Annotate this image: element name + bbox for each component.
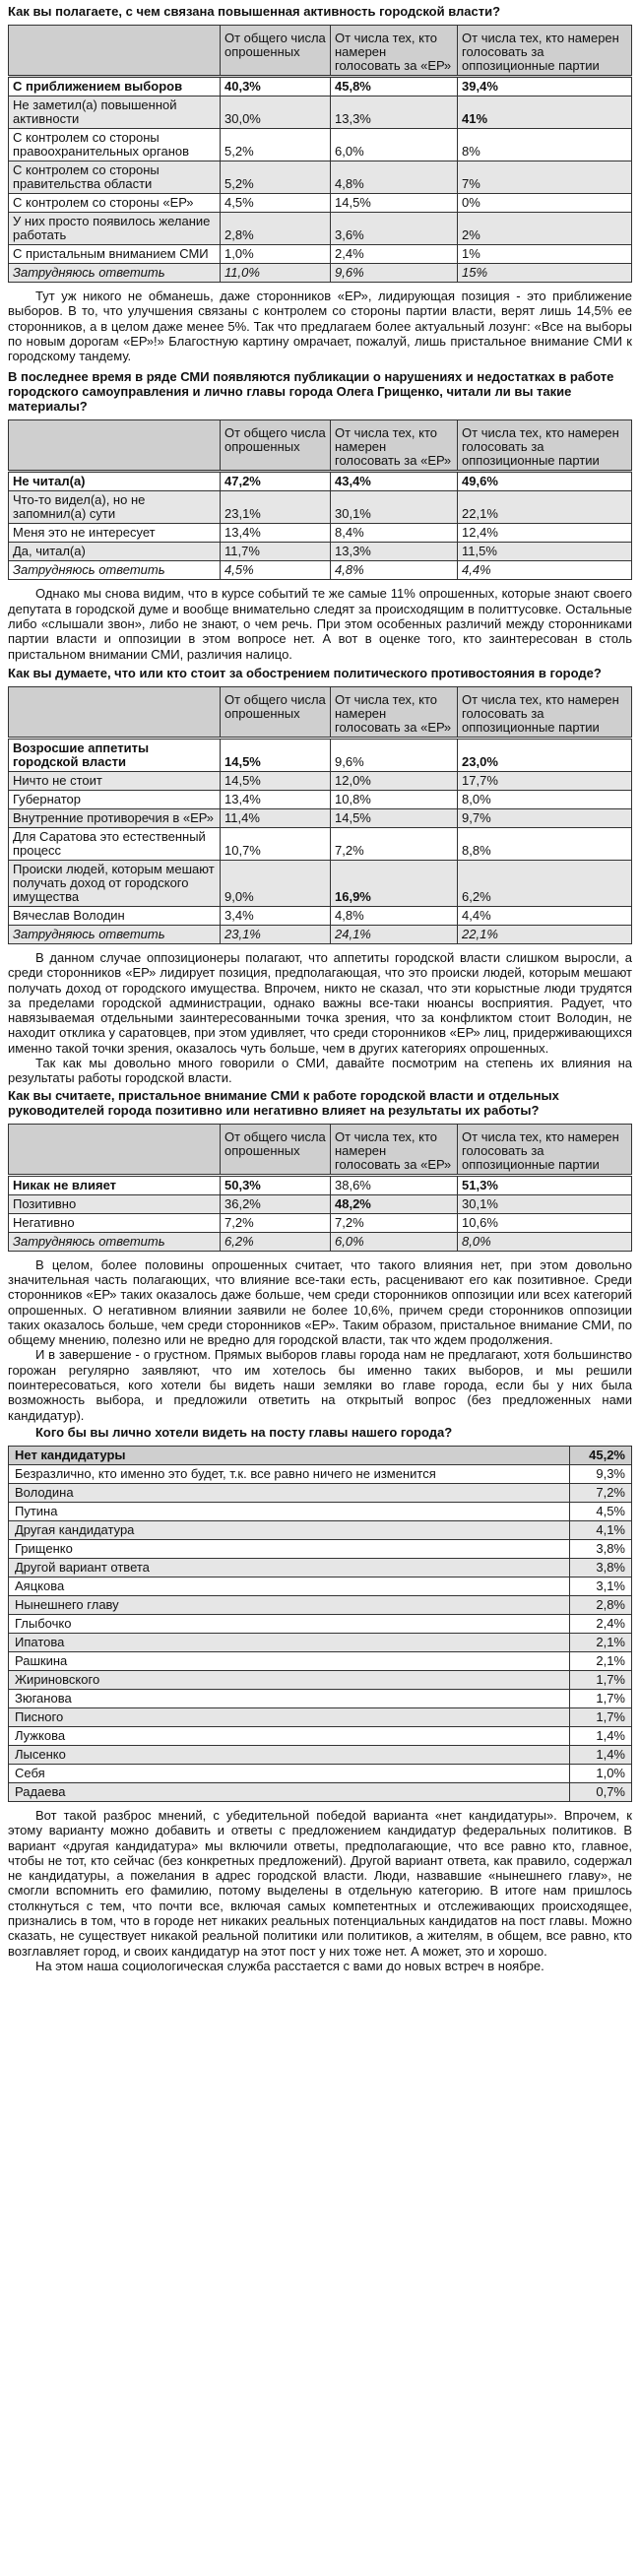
cell-value: 3,6% — [331, 213, 458, 245]
table-q3 — [8, 686, 632, 944]
question-3: Как вы думаете, что или кто стоит за обострением политического противостояния в городе? — [8, 665, 602, 680]
row-label: Никак не влияет — [9, 1175, 221, 1194]
row-label: Затрудняюсь ответить — [9, 561, 221, 580]
row-label: Путина — [9, 1502, 570, 1520]
row-label: Происки людей, которым мешают получать доход от городского имущества — [9, 860, 221, 906]
table-row — [9, 77, 632, 97]
cell-value: 41% — [458, 97, 632, 129]
table-row — [9, 1782, 632, 1801]
row-label: Не читал(а) — [9, 472, 221, 491]
table-row — [9, 1232, 632, 1251]
header-cell: От общего числа опрошенных — [221, 26, 331, 77]
table-row — [9, 472, 632, 491]
table-row — [9, 1707, 632, 1726]
cell-value: 4,1% — [570, 1520, 632, 1539]
row-label: С контролем со стороны правоохранительных органов — [9, 129, 221, 161]
table-row — [9, 1726, 632, 1745]
table-row — [9, 1764, 632, 1782]
row-label: Писного — [9, 1707, 570, 1726]
table-row — [9, 1595, 632, 1614]
header-cell: От общего числа опрошенных — [221, 420, 331, 472]
question-5: Кого бы вы лично хотели видеть на посту главы нашего города? — [35, 1424, 453, 1440]
table-row — [9, 1577, 632, 1595]
question-1: Как вы полагаете, с чем связана повышенная активность городской власти? — [8, 4, 501, 19]
table-row — [9, 264, 632, 283]
row-label: Другой вариант ответа — [9, 1558, 570, 1577]
cell-value: 11,5% — [458, 543, 632, 561]
paragraph: Тут уж никого не обманешь, даже сторонников «ЕР», лидирующая позиция - это приближение выборов. В то, что улучшения связаны с контролем со стороны партии власти, верят лишь 14,5% ее сторонников, а в целом даже менее 5%. Так что предлагаем более актуальный лозунг: «Все на выборы по новым дорогам «ЕР»!» Благостную картину омрачает, пожалуй, лишь пристальное внимание СМИ к городскому тандему. — [8, 289, 632, 364]
header-cell: От числа тех, кто намерен голосовать за «ЕР» — [331, 26, 458, 77]
header-cell: От числа тех, кто намерен голосовать за оппозиционные партии — [458, 686, 632, 738]
cell-value: 45,8% — [331, 77, 458, 97]
table-row — [9, 808, 632, 827]
paragraph: Так как мы довольно много говорили о СМИ, давайте посмотрим на степень их влияния на результаты работы городской власти. — [8, 1056, 632, 1086]
table-header — [9, 1124, 632, 1175]
header-cell: От числа тех, кто намерен голосовать за оппозиционные партии — [458, 26, 632, 77]
row-label: Глыбочко — [9, 1614, 570, 1633]
cell-value: 24,1% — [331, 925, 458, 943]
row-label: Позитивно — [9, 1194, 221, 1213]
cell-value: 4,8% — [331, 161, 458, 194]
table-row — [9, 491, 632, 524]
row-label: Затрудняюсь ответить — [9, 925, 221, 943]
cell-value: 10,6% — [458, 1213, 632, 1232]
cell-value: 5,2% — [221, 161, 331, 194]
table-q1 — [8, 25, 632, 283]
table-row — [9, 827, 632, 860]
cell-value: 7,2% — [331, 1213, 458, 1232]
header-cell: От числа тех, кто намерен голосовать за «ЕР» — [331, 420, 458, 472]
cell-value: 4,5% — [221, 194, 331, 213]
cell-value: 4,4% — [458, 561, 632, 580]
cell-value: 3,8% — [570, 1558, 632, 1577]
cell-value: 8,0% — [458, 1232, 632, 1251]
table-row — [9, 194, 632, 213]
table-row — [9, 1670, 632, 1689]
header-cell: От числа тех, кто намерен голосовать за «ЕР» — [331, 1124, 458, 1175]
cell-value: 11,0% — [221, 264, 331, 283]
row-label: Нет кандидатуры — [9, 1446, 570, 1464]
table-row — [9, 1689, 632, 1707]
cell-value: 8% — [458, 129, 632, 161]
table-row — [9, 213, 632, 245]
row-label: С контролем со стороны правительства области — [9, 161, 221, 194]
table-row — [9, 738, 632, 771]
row-label: Ипатова — [9, 1633, 570, 1651]
cell-value: 9,3% — [570, 1464, 632, 1483]
cell-value: 1,7% — [570, 1707, 632, 1726]
cell-value: 10,8% — [331, 790, 458, 808]
table-row — [9, 129, 632, 161]
table-row — [9, 1213, 632, 1232]
header-cell: От числа тех, кто намерен голосовать за оппозиционные партии — [458, 420, 632, 472]
row-label: Внутренние противоречия в «ЕР» — [9, 808, 221, 827]
table-header — [9, 686, 632, 738]
cell-value: 6,0% — [331, 1232, 458, 1251]
cell-value: 51,3% — [458, 1175, 632, 1194]
cell-value: 45,2% — [570, 1446, 632, 1464]
cell-value: 3,8% — [570, 1539, 632, 1558]
paragraph: Однако мы снова видим, что в курсе событий те же самые 11% опрошенных, которые знают своего депутата в городской думе и вообще внимательно следят за происходящим в политтусовке. Остальные либо «слышали звон», либо не знают, о чем речь. При этом особенных различий между сторонниками партии власти и оппозиции в этом вопросе нет. А вот в оценке того, кто заинтересован в столь пристальном внимании СМИ, различия налицо. — [8, 586, 632, 662]
cell-value: 13,4% — [221, 524, 331, 543]
table-row — [9, 245, 632, 264]
cell-value: 13,4% — [221, 790, 331, 808]
cell-value: 8,4% — [331, 524, 458, 543]
cell-value: 9,0% — [221, 860, 331, 906]
header-cell — [9, 1124, 221, 1175]
row-label: Возросшие аппетиты городской власти — [9, 738, 221, 771]
row-label: Другая кандидатура — [9, 1520, 570, 1539]
cell-value: 11,7% — [221, 543, 331, 561]
cell-value: 22,1% — [458, 491, 632, 524]
row-label: Затрудняюсь ответить — [9, 264, 221, 283]
paragraph: На этом наша социологическая служба расстается с вами до новых встреч в ноябре. — [35, 1958, 544, 1973]
cell-value: 17,7% — [458, 771, 632, 790]
cell-value: 12,0% — [331, 771, 458, 790]
cell-value: 7,2% — [221, 1213, 331, 1232]
cell-value: 4,5% — [221, 561, 331, 580]
cell-value: 30,1% — [331, 491, 458, 524]
table-q4 — [8, 1124, 632, 1252]
table-row — [9, 97, 632, 129]
cell-value: 40,3% — [221, 77, 331, 97]
table-row — [9, 906, 632, 925]
table-row — [9, 1614, 632, 1633]
cell-value: 38,6% — [331, 1175, 458, 1194]
row-label: Негативно — [9, 1213, 221, 1232]
row-label: Лужкова — [9, 1726, 570, 1745]
row-label: С пристальным вниманием СМИ — [9, 245, 221, 264]
row-label: Вячеслав Володин — [9, 906, 221, 925]
cell-value: 23,1% — [221, 925, 331, 943]
cell-value: 4,4% — [458, 906, 632, 925]
row-label: Грищенко — [9, 1539, 570, 1558]
table-header — [9, 26, 632, 77]
cell-value: 23,0% — [458, 738, 632, 771]
table-row — [9, 524, 632, 543]
cell-value: 9,7% — [458, 808, 632, 827]
table-row — [9, 790, 632, 808]
row-label: С контролем со стороны «ЕР» — [9, 194, 221, 213]
table-row — [9, 1446, 632, 1464]
table-row — [9, 1539, 632, 1558]
cell-value: 14,5% — [221, 771, 331, 790]
table-row — [9, 1175, 632, 1194]
cell-value: 39,4% — [458, 77, 632, 97]
cell-value: 16,9% — [331, 860, 458, 906]
row-label: Аяцкова — [9, 1577, 570, 1595]
row-label: Затрудняюсь ответить — [9, 1232, 221, 1251]
cell-value: 9,6% — [331, 264, 458, 283]
table-header — [9, 420, 632, 472]
cell-value: 30,1% — [458, 1194, 632, 1213]
row-label: Для Саратова это естественный процесс — [9, 827, 221, 860]
page — [8, 0, 632, 1973]
row-label: Рашкина — [9, 1651, 570, 1670]
row-label: Зюганова — [9, 1689, 570, 1707]
header-cell — [9, 686, 221, 738]
cell-value: 1,4% — [570, 1726, 632, 1745]
row-label: Ничто не стоит — [9, 771, 221, 790]
row-label: Меня это не интересует — [9, 524, 221, 543]
row-label: Лысенко — [9, 1745, 570, 1764]
cell-value: 3,4% — [221, 906, 331, 925]
cell-value: 4,5% — [570, 1502, 632, 1520]
cell-value: 49,6% — [458, 472, 632, 491]
table-q2 — [8, 419, 632, 580]
cell-value: 6,2% — [458, 860, 632, 906]
cell-value: 36,2% — [221, 1194, 331, 1213]
cell-value: 14,5% — [331, 808, 458, 827]
table-row — [9, 1483, 632, 1502]
cell-value: 48,2% — [331, 1194, 458, 1213]
header-cell — [9, 26, 221, 77]
table-row — [9, 1464, 632, 1483]
cell-value: 47,2% — [221, 472, 331, 491]
row-label: Безразлично, кто именно это будет, т.к. все равно ничего не изменится — [9, 1464, 570, 1483]
cell-value: 0% — [458, 194, 632, 213]
cell-value: 4,8% — [331, 906, 458, 925]
row-label: Да, читал(а) — [9, 543, 221, 561]
table-row — [9, 1520, 632, 1539]
cell-value: 12,4% — [458, 524, 632, 543]
cell-value: 50,3% — [221, 1175, 331, 1194]
cell-value: 1,7% — [570, 1689, 632, 1707]
table-row — [9, 1502, 632, 1520]
table-row — [9, 925, 632, 943]
row-label: У них просто появилось желание работать — [9, 213, 221, 245]
cell-value: 9,6% — [331, 738, 458, 771]
cell-value: 1,7% — [570, 1670, 632, 1689]
cell-value: 2,8% — [221, 213, 331, 245]
header-cell: От общего числа опрошенных — [221, 686, 331, 738]
table-row — [9, 1745, 632, 1764]
cell-value: 7,2% — [570, 1483, 632, 1502]
table-row — [9, 1651, 632, 1670]
table-row — [9, 1558, 632, 1577]
header-cell: От числа тех, кто намерен голосовать за «ЕР» — [331, 686, 458, 738]
header-cell: От числа тех, кто намерен голосовать за оппозиционные партии — [458, 1124, 632, 1175]
cell-value: 14,5% — [221, 738, 331, 771]
cell-value: 13,3% — [331, 97, 458, 129]
cell-value: 2,4% — [331, 245, 458, 264]
row-label: Нынешнего главу — [9, 1595, 570, 1614]
cell-value: 2% — [458, 213, 632, 245]
table-row — [9, 161, 632, 194]
paragraph: И в завершение - о грустном. Прямых выборов главы города нам не предлагают, хотя большинство горожан регулярно заявляют, что им хотелось бы именно таких выборов, и мы решили поинтересоваться, кого хотели бы видеть наши земляки во главе города, если бы у них была возможность выбора, и предложили ответить на открытый вопрос (без предложенных нами кандидатур). — [8, 1347, 632, 1423]
cell-value: 6,0% — [331, 129, 458, 161]
table-row — [9, 543, 632, 561]
table-q5 — [8, 1446, 632, 1802]
cell-value: 1,0% — [221, 245, 331, 264]
cell-value: 43,4% — [331, 472, 458, 491]
cell-value: 6,2% — [221, 1232, 331, 1251]
paragraph: В целом, более половины опрошенных считает, что такого влияния нет, при этом довольно значительная часть полагающих, что влияние все-таки есть, расценивают его как позитивное. Среди сторонников «ЕР» таких оказалось даже больше, чем среди сторонников оппозиции или всех категорий опрошенных. О негативном влиянии заявили не более 10,6%, причем среди сторонников оппозиции таких оказалось больше, чем среди сторонников «ЕР». Таким образом, пристальное внимание СМИ, по общему мнению, полезно или не вредно для городской власти, так что ждем продолжения. — [8, 1256, 632, 1348]
table-row — [9, 1633, 632, 1651]
table-row — [9, 860, 632, 906]
row-label: С приближением выборов — [9, 77, 221, 97]
row-label: Себя — [9, 1764, 570, 1782]
cell-value: 8,8% — [458, 827, 632, 860]
header-cell: От общего числа опрошенных — [221, 1124, 331, 1175]
cell-value: 2,1% — [570, 1651, 632, 1670]
question-2: В последнее время в ряде СМИ появляются публикации о нарушениях и недостатках в работе городского самоуправления и лично главы города Олега Грищенко, читали ли вы такие материалы? — [8, 369, 614, 415]
cell-value: 8,0% — [458, 790, 632, 808]
table-row — [9, 1194, 632, 1213]
cell-value: 2,4% — [570, 1614, 632, 1633]
table-row — [9, 561, 632, 580]
cell-value: 1,0% — [570, 1764, 632, 1782]
header-cell — [9, 420, 221, 472]
cell-value: 14,5% — [331, 194, 458, 213]
cell-value: 11,4% — [221, 808, 331, 827]
cell-value: 22,1% — [458, 925, 632, 943]
cell-value: 13,3% — [331, 543, 458, 561]
cell-value: 15% — [458, 264, 632, 283]
cell-value: 1,4% — [570, 1745, 632, 1764]
row-label: Что-то видел(а), но не запомнил(а) сути — [9, 491, 221, 524]
cell-value: 10,7% — [221, 827, 331, 860]
row-label: Жириновского — [9, 1670, 570, 1689]
row-label: Не заметил(а) повышенной активности — [9, 97, 221, 129]
cell-value: 7% — [458, 161, 632, 194]
question-4: Как вы считаете, пристальное внимание СМИ к работе городской власти и отдельных руководителей города позитивно или негативно влияет на результаты их работы? — [8, 1087, 559, 1118]
cell-value: 7,2% — [331, 827, 458, 860]
row-label: Володина — [9, 1483, 570, 1502]
table-row — [9, 771, 632, 790]
cell-value: 3,1% — [570, 1577, 632, 1595]
paragraph: Вот такой разброс мнений, с убедительной победой варианта «нет кандидатуры». Впрочем, к этому варианту можно добавить и ответы с предложением кандидатур федеральных политиков. В вариант «другая кандидатура» мы включили ответы, предполагающие, что все равно кто, главное, чтобы не тот, кто сейчас (без конкретных предложений). Другой вариант ответа, как правило, содержал не кандидатуры, а пожелания в адрес городской власти. Люди, назвавшие «нынешнего главу», не смогли вспомнить его фамилию, потому выделены в отдельную категорию. В итоге нам пришлось столкнуться с тем, что почти все, включая самых компетентных и отслеживающих происходящее, признались в том, что в городе нет никаких реальных потенциальных кандидатов на пост главы. Можно сказать, не существует никакой реальной политики или политиков, а жителям, в общем, все равно, кто возглавляет город, и своих кандидатур на этот пост у них тоже нет. А может, это и хорошо. — [8, 1807, 632, 1959]
row-label: Губернатор — [9, 790, 221, 808]
cell-value: 1% — [458, 245, 632, 264]
cell-value: 2,8% — [570, 1595, 632, 1614]
cell-value: 5,2% — [221, 129, 331, 161]
cell-value: 2,1% — [570, 1633, 632, 1651]
cell-value: 4,8% — [331, 561, 458, 580]
row-label: Радаева — [9, 1782, 570, 1801]
cell-value: 30,0% — [221, 97, 331, 129]
cell-value: 23,1% — [221, 491, 331, 524]
paragraph: В данном случае оппозиционеры полагают, что аппетиты городской власти слишком выросли, а среди сторонников «ЕР» лидирует позиция, предполагающая, что это происки людей, которым мешают получать доход от городского имущества. Впрочем, никто не сказал, что эти корыстные люди трудятся за пределами городской администрации, однако важны все-таки нюансы восприятия. Радует, что навязываемая отдельными заинтересованными точка зрения, что за конфликтом стоит Володин, не находит отклика у саратовцев, при этом удивляет, что среди сторонников «ЕР» лиц, придерживающихся именно такой точки зрения, оказалось чуть больше, чем в других категориях опрошенных. — [8, 949, 632, 1056]
cell-value: 0,7% — [570, 1782, 632, 1801]
